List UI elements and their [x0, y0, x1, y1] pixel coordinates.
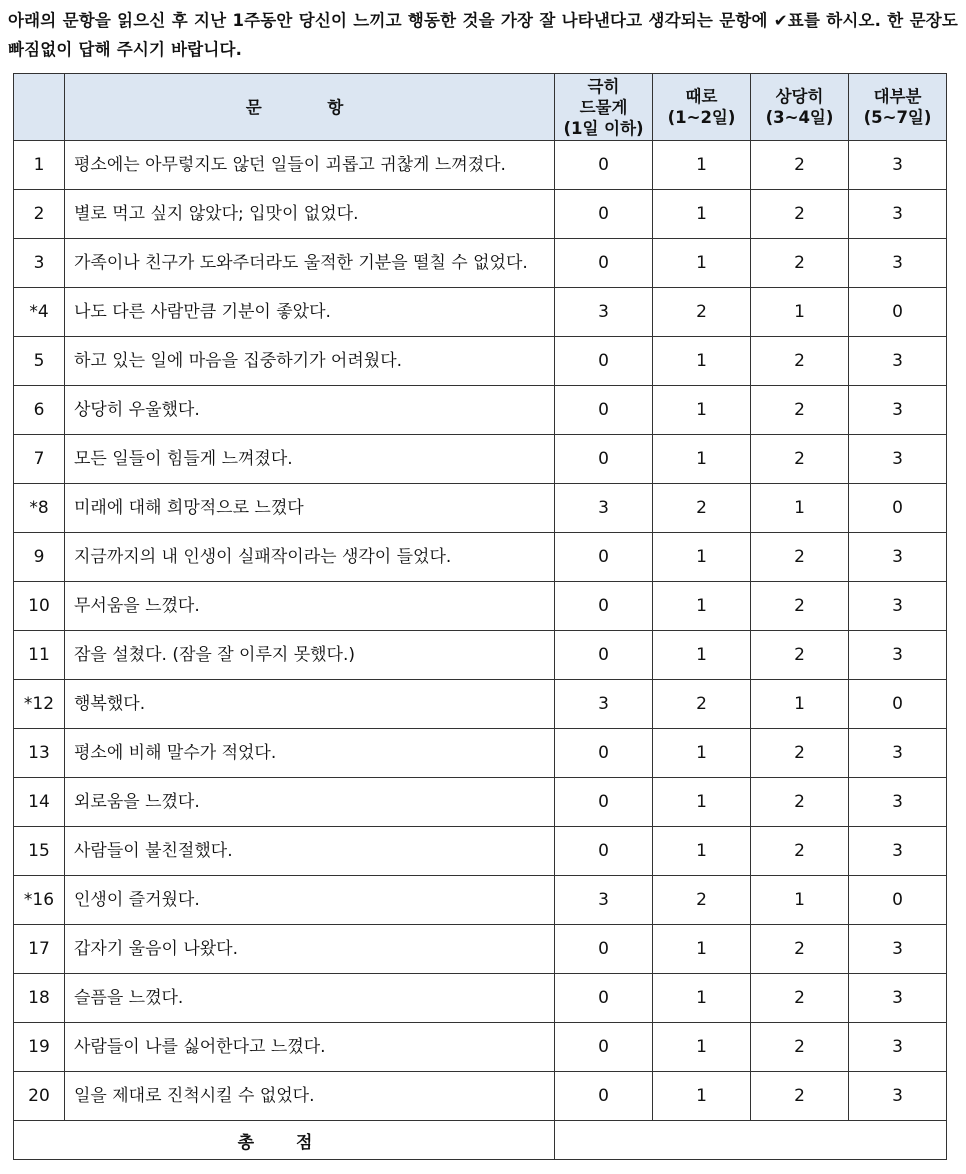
score-option[interactable]: 0 — [849, 680, 947, 729]
table-row — [14, 729, 947, 778]
table-row — [14, 533, 947, 582]
item-text: 평소에는 아무렇지도 않던 일들이 괴롭고 귀찮게 느껴졌다. — [65, 141, 555, 190]
score-option[interactable]: 3 — [555, 680, 653, 729]
item-text: 인생이 즐거웠다. — [65, 876, 555, 925]
score-option[interactable]: 1 — [751, 484, 849, 533]
score-option[interactable]: 0 — [555, 386, 653, 435]
item-number: 6 — [14, 386, 65, 435]
item-text: 별로 먹고 싶지 않았다; 입맛이 없었다. — [65, 190, 555, 239]
score-option[interactable]: 2 — [751, 337, 849, 386]
score-option[interactable]: 2 — [751, 386, 849, 435]
table-row — [14, 239, 947, 288]
score-option[interactable]: 0 — [555, 974, 653, 1023]
item-number: 7 — [14, 435, 65, 484]
score-option[interactable]: 3 — [849, 533, 947, 582]
score-option[interactable]: 0 — [555, 925, 653, 974]
score-option[interactable]: 2 — [751, 582, 849, 631]
table-row — [14, 1023, 947, 1072]
score-option[interactable]: 3 — [849, 778, 947, 827]
score-option[interactable]: 3 — [849, 582, 947, 631]
item-text: 슬픔을 느꼈다. — [65, 974, 555, 1023]
score-option[interactable]: 0 — [555, 239, 653, 288]
score-option[interactable]: 1 — [653, 582, 751, 631]
score-option[interactable]: 1 — [751, 288, 849, 337]
score-option[interactable]: 0 — [849, 484, 947, 533]
item-text: 갑자기 울음이 나왔다. — [65, 925, 555, 974]
score-option[interactable]: 3 — [849, 337, 947, 386]
item-number: 20 — [14, 1072, 65, 1121]
item-number: *12 — [14, 680, 65, 729]
score-option[interactable]: 2 — [751, 778, 849, 827]
score-option[interactable]: 2 — [653, 876, 751, 925]
score-option[interactable]: 1 — [653, 435, 751, 484]
score-option[interactable]: 0 — [555, 435, 653, 484]
item-text: 모든 일들이 힘들게 느껴졌다. — [65, 435, 555, 484]
item-text: 가족이나 친구가 도와주더라도 울적한 기분을 떨칠 수 없었다. — [65, 239, 555, 288]
score-option[interactable]: 3 — [555, 288, 653, 337]
item-number: 15 — [14, 827, 65, 876]
score-option[interactable]: 2 — [751, 729, 849, 778]
item-number: *4 — [14, 288, 65, 337]
score-option[interactable]: 3 — [849, 435, 947, 484]
score-option[interactable]: 2 — [653, 680, 751, 729]
score-option[interactable]: 2 — [751, 1023, 849, 1072]
item-number: 10 — [14, 582, 65, 631]
score-option[interactable]: 1 — [653, 631, 751, 680]
table-row — [14, 190, 947, 239]
score-option[interactable]: 2 — [751, 435, 849, 484]
score-option[interactable]: 3 — [849, 1023, 947, 1072]
header-sometimes: 때로 (1~2일) — [653, 74, 751, 141]
item-number: 3 — [14, 239, 65, 288]
score-option[interactable]: 1 — [653, 974, 751, 1023]
score-option[interactable]: 0 — [555, 533, 653, 582]
score-option[interactable]: 1 — [653, 1023, 751, 1072]
score-option[interactable]: 1 — [653, 337, 751, 386]
table-row — [14, 337, 947, 386]
score-option[interactable]: 0 — [849, 288, 947, 337]
header-rarely: 극히 드물게 (1일 이하) — [555, 74, 653, 141]
header-number — [14, 74, 65, 141]
item-text: 외로움을 느꼈다. — [65, 778, 555, 827]
instruction-text: 아래의 문항을 읽으신 후 지난 1주동안 당신이 느끼고 행동한 것을 가장 잘 나타낸다고 생각되는 문항에 ✔표를 하시오. 한 문장도 빠짐없이 답해 주시기 바랍니다. — [8, 11, 958, 59]
header-often: 상당히 (3~4일) — [751, 74, 849, 141]
item-number: 19 — [14, 1023, 65, 1072]
table-row — [14, 827, 947, 876]
score-option[interactable]: 2 — [751, 1072, 849, 1121]
score-option[interactable]: 3 — [849, 141, 947, 190]
item-number: *16 — [14, 876, 65, 925]
score-option[interactable]: 1 — [653, 827, 751, 876]
score-option[interactable]: 0 — [555, 778, 653, 827]
item-text: 지금까지의 내 인생이 실패작이라는 생각이 들었다. — [65, 533, 555, 582]
total-score-cell[interactable] — [555, 1121, 947, 1160]
depression-scale-table — [13, 73, 947, 1160]
score-option[interactable]: 2 — [653, 288, 751, 337]
score-option[interactable]: 3 — [849, 925, 947, 974]
score-option[interactable]: 1 — [653, 190, 751, 239]
score-option[interactable]: 3 — [849, 1072, 947, 1121]
table-row — [14, 925, 947, 974]
item-text: 행복했다. — [65, 680, 555, 729]
item-number: 11 — [14, 631, 65, 680]
score-option[interactable]: 3 — [849, 239, 947, 288]
score-option[interactable]: 1 — [653, 729, 751, 778]
score-option[interactable]: 1 — [653, 386, 751, 435]
score-option[interactable]: 2 — [751, 141, 849, 190]
score-option[interactable]: 2 — [751, 827, 849, 876]
item-number: 14 — [14, 778, 65, 827]
table-row — [14, 876, 947, 925]
score-option[interactable]: 2 — [653, 484, 751, 533]
score-option[interactable]: 3 — [555, 876, 653, 925]
score-option[interactable]: 0 — [555, 190, 653, 239]
score-option[interactable]: 0 — [555, 1072, 653, 1121]
header-item: 문 항 — [65, 74, 555, 141]
item-text: 잠을 설쳤다. (잠을 잘 이루지 못했다.) — [65, 631, 555, 680]
score-option[interactable]: 1 — [653, 141, 751, 190]
score-option[interactable]: 0 — [849, 876, 947, 925]
score-option[interactable]: 1 — [653, 1072, 751, 1121]
total-label: 총 점 — [14, 1121, 555, 1160]
score-option[interactable]: 1 — [751, 680, 849, 729]
score-option[interactable]: 1 — [653, 239, 751, 288]
score-option[interactable]: 3 — [849, 190, 947, 239]
score-option[interactable]: 1 — [653, 778, 751, 827]
header-row — [14, 74, 947, 141]
header-mostly: 대부분 (5~7일) — [849, 74, 947, 141]
table-row — [14, 288, 947, 337]
item-text: 일을 제대로 진척시킬 수 없었다. — [65, 1072, 555, 1121]
score-option[interactable]: 2 — [751, 925, 849, 974]
score-option[interactable]: 2 — [751, 533, 849, 582]
score-option[interactable]: 0 — [555, 729, 653, 778]
table-row — [14, 484, 947, 533]
score-option[interactable]: 1 — [751, 876, 849, 925]
score-option[interactable]: 2 — [751, 631, 849, 680]
table-row — [14, 631, 947, 680]
score-option[interactable]: 3 — [555, 484, 653, 533]
total-row — [14, 1121, 947, 1160]
item-number: 1 — [14, 141, 65, 190]
score-option[interactable]: 0 — [555, 582, 653, 631]
item-text: 하고 있는 일에 마음을 집중하기가 어려웠다. — [65, 337, 555, 386]
item-text: 미래에 대해 희망적으로 느꼈다 — [65, 484, 555, 533]
table-row — [14, 386, 947, 435]
table-row — [14, 1072, 947, 1121]
score-option[interactable]: 1 — [653, 533, 751, 582]
item-number: 5 — [14, 337, 65, 386]
table-row — [14, 778, 947, 827]
item-number: 9 — [14, 533, 65, 582]
score-option[interactable]: 3 — [849, 386, 947, 435]
item-number: 2 — [14, 190, 65, 239]
table-row — [14, 974, 947, 1023]
item-text: 나도 다른 사람만큼 기분이 좋았다. — [65, 288, 555, 337]
score-option[interactable]: 0 — [555, 1023, 653, 1072]
score-option[interactable]: 3 — [849, 827, 947, 876]
item-text: 상당히 우울했다. — [65, 386, 555, 435]
score-option[interactable]: 0 — [555, 631, 653, 680]
item-number: 13 — [14, 729, 65, 778]
item-number: *8 — [14, 484, 65, 533]
item-text: 평소에 비해 말수가 적었다. — [65, 729, 555, 778]
item-text: 무서움을 느꼈다. — [65, 582, 555, 631]
item-number: 18 — [14, 974, 65, 1023]
table-row — [14, 680, 947, 729]
table-row — [14, 435, 947, 484]
table-row — [14, 582, 947, 631]
score-option[interactable]: 0 — [555, 141, 653, 190]
score-option[interactable]: 2 — [751, 190, 849, 239]
score-option[interactable]: 1 — [653, 925, 751, 974]
score-option[interactable]: 3 — [849, 631, 947, 680]
score-option[interactable]: 0 — [555, 827, 653, 876]
score-option[interactable]: 0 — [555, 337, 653, 386]
score-option[interactable]: 3 — [849, 974, 947, 1023]
score-option[interactable]: 2 — [751, 974, 849, 1023]
score-option[interactable]: 2 — [751, 239, 849, 288]
table-row — [14, 141, 947, 190]
item-text: 사람들이 불친절했다. — [65, 827, 555, 876]
item-text: 사람들이 나를 싫어한다고 느꼈다. — [65, 1023, 555, 1072]
item-number: 17 — [14, 925, 65, 974]
score-option[interactable]: 3 — [849, 729, 947, 778]
